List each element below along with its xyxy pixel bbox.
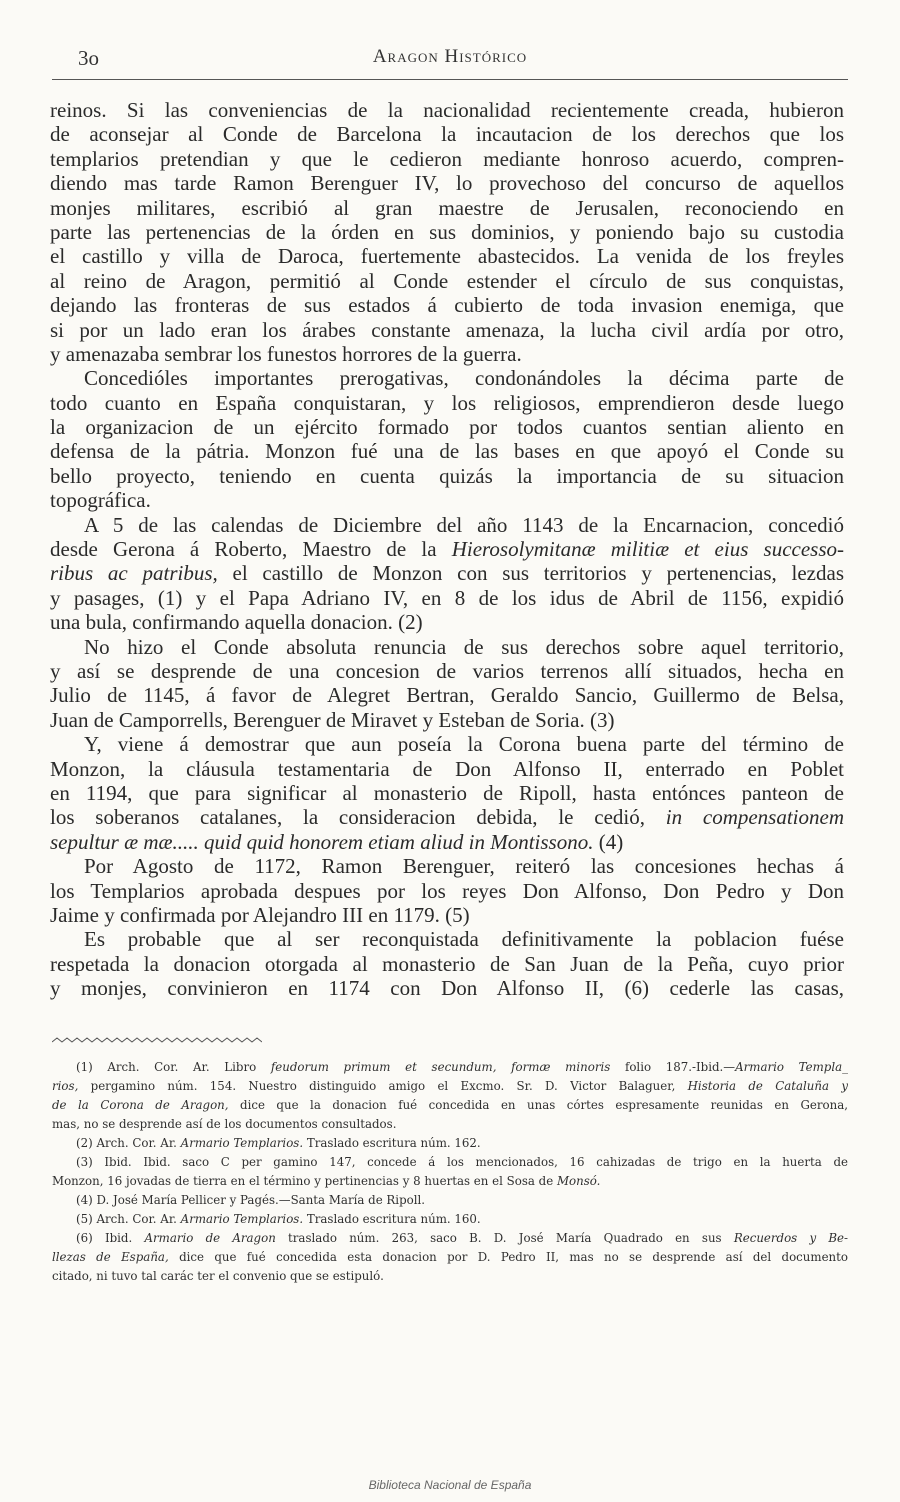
- body-line: Juan de Camporrells, Berenguer de Miravet y Esteban de Soria. (3): [50, 707, 615, 732]
- body-line: en 1194, que para significar al monasterio de Ripoll, hasta entónces panteon de: [50, 780, 844, 805]
- body-line: y monjes, convinieron en 1174 con Don Alfonso II, (6) cederle las casas,: [50, 976, 844, 1001]
- library-credit: Biblioteca Nacional de España: [368, 1478, 532, 1492]
- body-text: [50, 98, 844, 1000]
- footnote-text: Monzon, 16 jovadas de tierra en el término y pertinencias y 8 huertas en el Sosa de: [52, 1174, 554, 1188]
- footnote-italic: Recuerdos y Be-: [733, 1231, 848, 1245]
- body-line: si por un lado eran los árabes constante amenaza, la lucha civil ardía por otro,: [50, 317, 844, 342]
- footnote-italic: Armario Templarios.: [180, 1212, 304, 1226]
- body-line: todo cuanto en España conquistaran, y los religiosos, emprendieron desde luego: [50, 390, 844, 415]
- body-line: monjes militares, escribió al gran maestre de Jerusalen, reconociendo en: [50, 195, 844, 220]
- body-line: Monzon, la cláusula testamentaria de Don Alfonso II, enterrado en Poblet: [50, 756, 844, 781]
- footnote-line: [52, 1096, 848, 1115]
- body-line: [50, 537, 844, 561]
- footnote-italic: rios,: [52, 1079, 79, 1093]
- footnote-italic: llezas de España,: [52, 1250, 169, 1264]
- body-line: la organizacion de un ejército formado por todos cuantos sentian aliento en: [50, 415, 844, 440]
- latin-phrase: Hierosolymitanæ militiæ et eius successo-: [451, 537, 844, 562]
- footnote-text: (2) Arch. Cor. Ar.: [76, 1136, 177, 1150]
- body-line: y pasages, (1) y el Papa Adriano IV, en 8 de los idus de Abril de 1156, expidió: [50, 585, 844, 610]
- page-header: [0, 46, 900, 76]
- footnote-line: [52, 1172, 848, 1191]
- body-line: Julio de 1145, á favor de Alegret Bertran, Geraldo Sancio, Guillermo de Belsa,: [50, 683, 844, 708]
- latin-phrase: ribus ac patribus,: [50, 561, 218, 586]
- footnote-italic: de la Corona de Aragon,: [52, 1098, 229, 1112]
- footnote-text: pergamino núm. 154. Nuestro distinguido amigo el Excmo. Sr. D. Victor Balaguer,: [90, 1079, 676, 1093]
- footnote-line: [52, 1210, 848, 1229]
- footnote-text: dice que la donacion fué concedida en unas córtes espresamente reunidas en Gerona,: [240, 1098, 848, 1112]
- page-number: 3o: [78, 46, 99, 70]
- body-line: templarios pretendian y que le cedieron mediante honroso acuerdo, compren-: [50, 146, 844, 171]
- body-line: A 5 de las calendas de Diciembre del año 1143 de la Encarnacion, concedió: [84, 512, 844, 537]
- body-line: los Templarios aprobada despues por los reyes Don Alfonso, Don Pedro y Don: [50, 878, 844, 903]
- body-line: de aconsejar al Conde de Barcelona la incautacion de los derechos que los: [50, 122, 844, 147]
- body-line: No hizo el Conde absoluta renuncia de sus derechos sobre aquel territorio,: [84, 634, 844, 659]
- footnote-italic: Monsó.: [556, 1174, 601, 1188]
- body-line: reinos. Si las conveniencias de la nacionalidad recientemente creada, hubieron: [50, 98, 844, 122]
- body-line: dejando las fronteras de sus estados á cubierto de toda invasion enemiga, que: [50, 293, 844, 318]
- footnote-line: [52, 1134, 848, 1153]
- footnote-line: (4) D. José María Pellicer y Pagés.—Santa María de Ripoll.: [76, 1193, 426, 1207]
- body-line-text: el castillo de Monzon con sus territorios y pertenencias, lezdas: [232, 561, 844, 586]
- footnote-text: (1) Arch. Cor. Ar. Libro: [76, 1060, 257, 1074]
- footnote-line: [52, 1229, 848, 1248]
- body-line-text: desde Gerona á Roberto, Maestro de la: [50, 537, 437, 562]
- footnote-text: traslado núm. 263, saco B. D. José María Quadrado en sus: [288, 1231, 722, 1245]
- footnote-italic: Historia de Cataluña y: [687, 1079, 848, 1093]
- footnote-text: Traslado escritura núm. 160.: [306, 1212, 481, 1226]
- body-line: y amenazaba sembrar los funestos horrores de la guerra.: [50, 341, 522, 366]
- footnote-text: (6) Ibid.: [76, 1231, 133, 1245]
- running-head: Aragon Histórico: [372, 46, 528, 67]
- footnote-italic: Armario Templa_: [735, 1060, 848, 1074]
- body-line: bello proyecto, teniendo en cuenta quizás la importancia de su situacion: [50, 463, 844, 488]
- header-rule: [52, 79, 848, 80]
- footnote-line: citado, ni tuvo tal carác ter el convenio que se estipuló.: [52, 1269, 384, 1283]
- body-line: respetada la donacion otorgada al monasterio de San Juan de la Peña, cuyo prior: [50, 951, 844, 976]
- footnote-text: Traslado escritura núm. 162.: [306, 1136, 481, 1150]
- body-line: [50, 830, 844, 854]
- body-line: parte las pertenencias de la órden en sus dominios, y poniendo bajo su custodia: [50, 219, 844, 244]
- latin-phrase: sepultur æ mæ..... quid quid honorem etiam aliud in Montissono.: [50, 829, 594, 854]
- body-line: y así se desprende de una concesion de varios terrenos allí situados, hecha en: [50, 658, 844, 683]
- body-line: [50, 561, 844, 585]
- body-line: una bula, confirmando aquella donacion. (2): [50, 610, 423, 635]
- body-line: defensa de la pátria. Monzon fué una de las bases en que apoyó el Conde su: [50, 439, 844, 464]
- body-line: diendo mas tarde Ramon Berenguer IV, lo provechoso del concurso de aquellos: [50, 171, 844, 196]
- body-line-text: los soberanos catalanes, la consideracion debida, le cedió,: [50, 805, 645, 830]
- body-line: Es probable que al ser reconquistada definitivamente la poblacion fuése: [84, 927, 844, 952]
- footnote-text: (5) Arch. Cor. Ar.: [76, 1212, 177, 1226]
- body-line: Concedióles importantes prerogativas, condonándoles la décima parte de: [84, 366, 844, 391]
- footnote-separator: [52, 1036, 262, 1048]
- body-line: Por Agosto de 1172, Ramon Berenguer, reiteró las concesiones hechas á: [84, 854, 844, 879]
- latin-phrase: in compensationem: [665, 805, 844, 830]
- body-line: el castillo y villa de Daroca, fuertemente abastecidos. La venida de los freyles: [50, 244, 844, 269]
- body-line-text: (4): [598, 829, 624, 854]
- footnotes: [52, 1058, 848, 1286]
- footnote-text: folio 187.-Ibid.—: [624, 1060, 736, 1074]
- footnote-line: (3) Ibid. Ibid. saco C per gamino 147, concede á los mencionados, 16 cahizadas de trigo en la huerta de: [76, 1155, 848, 1169]
- footnote-text: dice que fué concedida esta donacion por D. Pedro II, mas no se desprende así del documento: [179, 1250, 848, 1264]
- footnote-line: mas, no se desprende así de los documentos consultados.: [52, 1117, 397, 1131]
- body-line: Jaime y confirmada por Alejandro III en 1179. (5): [50, 902, 470, 927]
- footnote-italic: feudorum primum et secundum, formæ minoris: [270, 1060, 611, 1074]
- body-line: al reino de Aragon, permitió al Conde estender el círculo de sus conquistas,: [50, 268, 844, 293]
- footnote-italic: Armario Templarios.: [180, 1136, 304, 1150]
- footnote-line: [52, 1248, 848, 1267]
- footnote-line: [52, 1077, 848, 1096]
- footnote-italic: Armario de Aragon: [144, 1231, 276, 1245]
- body-line: [50, 805, 844, 829]
- footnote-line: [52, 1058, 848, 1077]
- body-line: topográfica.: [50, 488, 151, 513]
- body-line: Y, viene á demostrar que aun poseía la Corona buena parte del término de: [84, 732, 844, 757]
